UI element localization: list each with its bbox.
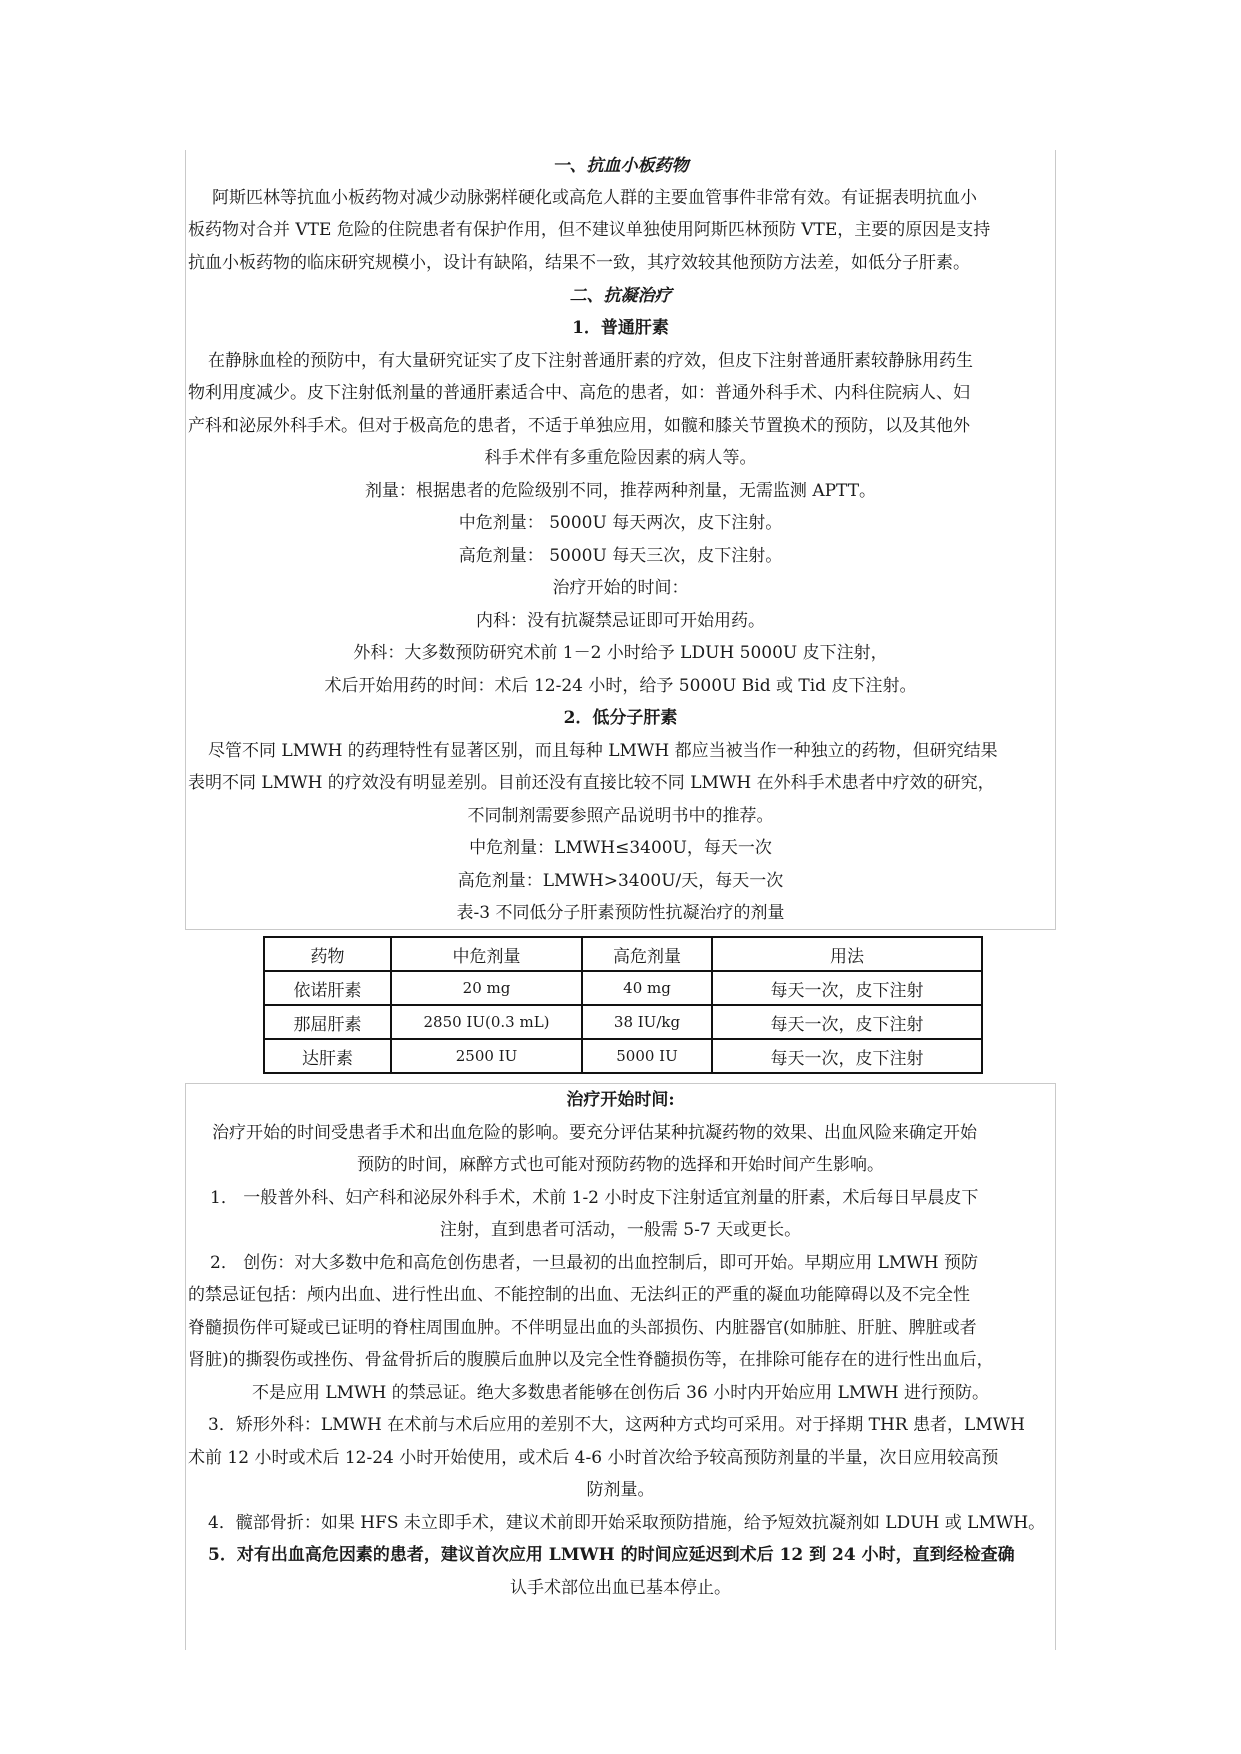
list-item-2-end: 不是应用 LMWH 的禁忌证。绝大多数患者能够在创伤后 36 小时内开始应用 LMWH 进行预防。 bbox=[251, 1383, 990, 1403]
table-caption: 表-3 不同低分子肝素预防性抗凝治疗的剂量 bbox=[456, 903, 785, 923]
paragraph-line: 科手术伴有多重危险因素的病人等。 bbox=[484, 448, 757, 468]
lmwh-high-dose: 高危剂量：LMWH>3400U/天，每天一次 bbox=[457, 871, 784, 891]
list-item-2-cont: 的禁忌证包括：颅内出血、进行性出血、不能控制的出血、无法纠正的严重的凝血功能障碍以及不完全性 bbox=[188, 1285, 970, 1305]
section-heading-anticoagulation: 二、抗凝治疗 bbox=[569, 286, 672, 306]
list-item-5: 5．对有出血高危因素的患者，建议首次应用 LMWH 的时间应延迟到术后 12 到 24 小时，直到经检查确 bbox=[208, 1545, 1015, 1565]
table-row bbox=[264, 1039, 982, 1073]
postop-note: 术后开始用药的时间：术后 12-24 小时，给予 5000U Bid 或 Tid 皮下注射。 bbox=[324, 676, 917, 696]
paragraph-line: 产科和泌尿外科手术。但对于极高危的患者，不适于单独应用，如髋和膝关节置换术的预防，以及其他外 bbox=[188, 416, 970, 436]
paragraph-line: 在静脉血栓的预防中，有大量研究证实了皮下注射普通肝素的疗效，但皮下注射普通肝素较静脉用药生 bbox=[208, 351, 973, 371]
table-cell: 20 mg bbox=[391, 971, 582, 1005]
paragraph-line: 表明不同 LMWH 的疗效没有明显差别。目前还没有直接比较不同 LMWH 在外科手术患者中疗效的研究， bbox=[188, 773, 995, 793]
high-risk-dose: 高危剂量： 5000U 每天三次，皮下注射。 bbox=[458, 546, 783, 566]
list-item-5-end: 认手术部位出血已基本停止。 bbox=[510, 1578, 731, 1598]
table-cell: 每天一次，皮下注射 bbox=[712, 1039, 982, 1073]
section-heading-antiplatelet: 一、抗血小板药物 bbox=[552, 156, 689, 176]
subheading-ufh: 1．普通肝素 bbox=[572, 318, 669, 338]
list-item-3: 3．矫形外科：LMWH 在术前与术后应用的差别不大，这两种方式均可采用。对于择期 THR 患者，LMWH bbox=[208, 1415, 1025, 1435]
table-cell: 40 mg bbox=[582, 971, 712, 1005]
table-cell: 5000 IU bbox=[582, 1039, 712, 1073]
start-time-label: 治疗开始的时间： bbox=[552, 578, 689, 598]
surgery-note: 外科：大多数预防研究术前 1－2 小时给予 LDUH 5000U 皮下注射， bbox=[353, 643, 888, 663]
table-header-cell: 高危剂量 bbox=[582, 937, 712, 971]
table-cell: 依诺肝素 bbox=[264, 971, 391, 1005]
section-heading-start-time: 治疗开始时间: bbox=[566, 1090, 675, 1110]
paragraph-line: 板药物对合并 VTE 危险的住院患者有保护作用，但不建议单独使用阿斯匹林预防 VTE，主要的原因是支持 bbox=[188, 220, 991, 240]
list-item-2: 2． 创伤：对大多数中危和高危创伤患者，一旦最初的出血控制后，即可开始。早期应用 LMWH 预防 bbox=[210, 1253, 979, 1273]
list-item-1: 1． 一般普外科、妇产科和泌尿外科手术，术前 1-2 小时皮下注射适宜剂量的肝素，术后每日早晨皮下 bbox=[210, 1188, 979, 1208]
list-item-2-cont: 脊髓损伤伴可疑或已证明的脊柱周围血肿。不伴明显出血的头部损伤、内脏器官(如肺脏、肝脏、脾脏或者 bbox=[188, 1318, 977, 1338]
lmwh-dose-table bbox=[263, 936, 983, 1074]
dose-intro: 剂量：根据患者的危险级别不同，推荐两种剂量，无需监测 APTT。 bbox=[364, 481, 877, 501]
list-item-1-cont: 注射，直到患者可活动，一般需 5-7 天或更长。 bbox=[439, 1220, 802, 1240]
table-header-row bbox=[264, 937, 982, 971]
table-cell: 每天一次，皮下注射 bbox=[712, 1005, 982, 1039]
table-cell: 每天一次，皮下注射 bbox=[712, 971, 982, 1005]
paragraph-line: 治疗开始的时间受患者手术和出血危险的影响。要充分评估某种抗凝药物的效果、出血风险来确定开始 bbox=[212, 1123, 977, 1143]
list-item-3-cont: 术前 12 小时或术后 12-24 小时开始使用，或术后 4-6 小时首次给予较高预防剂量的半量，次日应用较高预 bbox=[188, 1448, 999, 1468]
table-row bbox=[264, 1005, 982, 1039]
table-cell: 那屈肝素 bbox=[264, 1005, 391, 1039]
list-item-2-cont: 肾脏)的撕裂伤或挫伤、骨盆骨折后的腹膜后血肿以及完全性脊髓损伤等，在排除可能存在的进行性出血后， bbox=[188, 1350, 994, 1370]
table-cell: 2850 IU(0.3 mL) bbox=[391, 1005, 582, 1039]
table-header-cell: 中危剂量 bbox=[391, 937, 582, 971]
paragraph-line: 阿斯匹林等抗血小板药物对减少动脉粥样硬化或高危人群的主要血管事件非常有效。有证据表明抗血小 bbox=[212, 188, 977, 208]
mid-risk-dose: 中危剂量： 5000U 每天两次，皮下注射。 bbox=[458, 513, 783, 533]
list-item-3-end: 防剂量。 bbox=[586, 1480, 655, 1500]
paragraph-line: 预防的时间，麻醉方式也可能对预防药物的选择和开始时间产生影响。 bbox=[357, 1155, 884, 1175]
table-cell: 达肝素 bbox=[264, 1039, 391, 1073]
table-cell: 38 IU/kg bbox=[582, 1005, 712, 1039]
table-row bbox=[264, 971, 982, 1005]
list-item-4: 4．髋部骨折：如果 HFS 未立即手术，建议术前即开始采取预防措施，给予短效抗凝剂如 LDUH 或 LMWH。 bbox=[208, 1513, 1046, 1533]
subheading-lmwh: 2．低分子肝素 bbox=[563, 708, 678, 728]
paragraph-line: 物利用度减少。皮下注射低剂量的普通肝素适合中、高危的患者，如：普通外科手术、内科住院病人、妇 bbox=[188, 383, 970, 403]
table-header-cell: 药物 bbox=[264, 937, 391, 971]
paragraph-line: 不同制剂需要参照产品说明书中的推荐。 bbox=[467, 806, 774, 826]
lmwh-mid-dose: 中危剂量：LMWH≤3400U，每天一次 bbox=[469, 838, 772, 858]
table-header-cell: 用法 bbox=[712, 937, 982, 971]
paragraph-line: 抗血小板药物的临床研究规模小，设计有缺陷，结果不一致，其疗效较其他预防方法差，如低分子肝素。 bbox=[188, 253, 970, 273]
table-cell: 2500 IU bbox=[391, 1039, 582, 1073]
internal-medicine-note: 内科：没有抗凝禁忌证即可开始用药。 bbox=[476, 611, 765, 631]
paragraph-line: 尽管不同 LMWH 的药理特性有显著区别，而且每种 LMWH 都应当被当作一种独立的药物，但研究结果 bbox=[208, 741, 998, 761]
